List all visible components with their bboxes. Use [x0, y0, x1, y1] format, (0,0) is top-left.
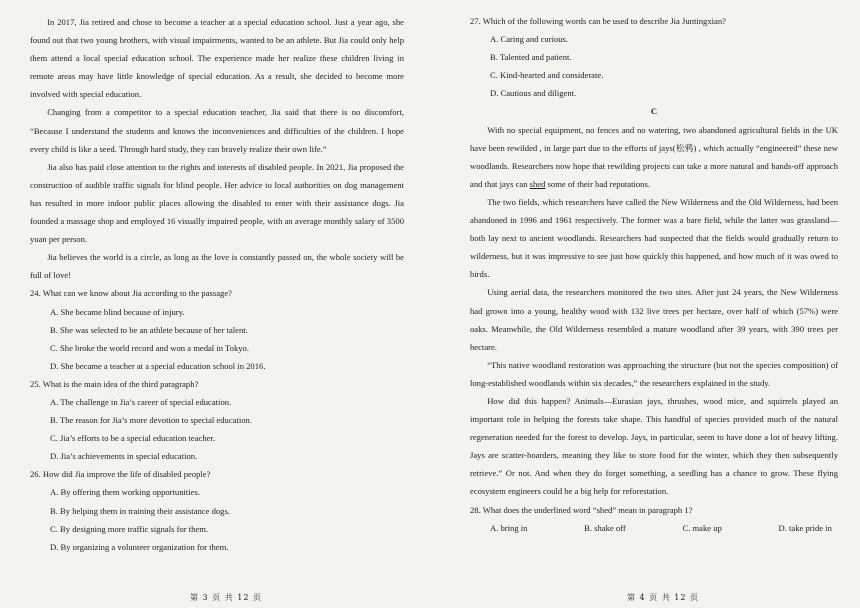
passage-paragraph-1: In 2017, Jia retired and chose to become a teacher at a special education school. Just a year ago, she found out that two young brothers, with visual impairments, wanted to be an athlete. But Jia could only help them attend a local special education school. The experience made her realize these children living in remote areas may have little knowledge of special education. As a result, she decided to become more involved with special education. — [30, 17, 404, 100]
passage-c-paragraph-2: The two fields, which researchers have called the New Wilderness and the Old Wilderness, had been abandoned in 1996 and 1961 respectively. The former was a bare field, while the latter was grassland— both lay next to ancient woodlands. Researchers had suspected that the fields would gradually return to wilderness, but it was impressive to see just how quickly this happened, and how much of it was owed to birds. — [470, 196, 838, 280]
passage-c-p1-end: some of their bad reputations. — [545, 178, 650, 189]
question-25: 25. What is the main idea of the third paragraph? — [30, 378, 199, 389]
q28-option-b: B. shake off — [584, 522, 626, 533]
q28-option-c: C. make up — [682, 522, 722, 533]
passage-c-paragraph-3: Using aerial data, the researchers monitored the two sites. After just 24 years, the New Wilderness had grown into a young, healthy wood with 132 live trees per hectare, over half of which (57%) were oaks. Meanwhile, the Old Wilderness resembled a mature woodland after 39 years, with 390 trees per hectare. — [470, 287, 838, 352]
q25-option-c: C. Jia’s efforts to be a special education teacher. — [50, 433, 215, 444]
q27-option-b: B. Talented and patient. — [490, 52, 572, 63]
q27-option-a: A. Caring and curious. — [490, 34, 569, 45]
q26-option-d: D. By organizing a volunteer organization for them. — [50, 541, 229, 552]
q26-option-a: A. By offering them working opportunities. — [50, 487, 200, 498]
question-27: 27. Which of the following words can be used to describe Jia Juntingxian? — [470, 16, 726, 26]
question-24: 24. What can we know about Jia according to the passage? — [30, 288, 232, 299]
section-heading: C — [650, 106, 658, 117]
q25-option-b: B. The reason for Jia’s more devotion to special education. — [50, 415, 252, 426]
passage-c-paragraph-5: How did this happen? Animals—Eurasian jays, thrushes, wood mice, and squirrels played an important role in helping the forests take shape. This handful of species provided much of the natural regeneration needed for the forest to develop. Jays, in particular, seem to have done a lot of heavy lifting. Jays are scatter-hoarders, meaning they like to store food for the winter, which they then subsequently retrieve.” Or not. And when they do forget something, a seedling has a chance to grow. These flying ecosystem engineers could be a big help for reforestation. — [470, 395, 838, 497]
q28-option-a: A. bring in — [490, 522, 528, 533]
passage-paragraph-3: Jia also has paid close attention to the rights and interests of disabled people. In 2021, Jia proposed the construction of audible traffic signals for blind people. Her advice to local authorities on dog management has resulted in more indoor public places allowing the disabled to enter with their assistance dogs. Jia founded a massage shop and employed 16 visually impaired people, with an average monthly salary of 3500 yuan per person. — [30, 161, 404, 245]
q24-option-d: D. She became a teacher at a special education school in 2016. — [50, 360, 266, 371]
passage-c-p1-start: With no special equipment, no fences and no watering, two abandoned agricultural fields in the UK have been rewilded , in large part due to the efforts of jays(松鸦) , which actually “engineered” these new woodlands. Researchers now hope that rewilding projects can take a more natural and hands-off approach and that jays can — [470, 124, 838, 189]
q26-option-b: B. By helping them in training their assistance dogs. — [50, 505, 230, 516]
q28-option-d: D. take pride in — [778, 522, 832, 533]
page-number-left: 第 3 页 共 12 页 — [190, 593, 262, 602]
page-number-right: 第 4 页 共 12 页 — [627, 593, 699, 602]
passage-paragraph-4: Jia believes the world is a circle, as long as the love is constantly passed on, the whole society will be full of love! — [30, 252, 404, 281]
q25-option-d: D. Jia’s achievements in special education. — [50, 451, 198, 462]
underlined-word-shed: shed — [529, 178, 546, 189]
q27-option-d: D. Cautious and diligent. — [490, 88, 577, 99]
q26-option-c: C. By designing more traffic signals for them. — [50, 523, 209, 534]
q28-options — [470, 519, 838, 537]
passage-c-paragraph-4: “This native woodland restoration was approaching the structure (but not the species composition) of long-established woodlands within six decades,” the researchers explained in the study. — [470, 359, 838, 388]
q24-option-c: C. She broke the world record and won a medal in Tokyo. — [50, 342, 249, 353]
right-page — [430, 0, 860, 608]
q24-option-a: A. She became blind because of injury. — [50, 306, 185, 317]
question-26: 26. How did Jia improve the life of disabled people? — [30, 469, 211, 480]
q24-option-b: B. She was selected to be an athlete because of her talent. — [50, 324, 248, 335]
q27-option-c: C. Kind-hearted and considerate. — [490, 70, 604, 81]
q25-option-a: A. The challenge in Jia’s career of special education. — [50, 396, 232, 407]
passage-c-paragraph-1 — [470, 121, 838, 193]
passage-paragraph-2: Changing from a competitor to a special education teacher, Jia said that there is no discomfort, “Because I understand the students and knows the inconveniences and difficulties of the children. I hope every child is like a seed. Through hard study, they can bravely realize their own life.” — [30, 107, 404, 154]
question-28: 28. What does the underlined word “shed” mean in paragraph 1? — [470, 504, 693, 515]
